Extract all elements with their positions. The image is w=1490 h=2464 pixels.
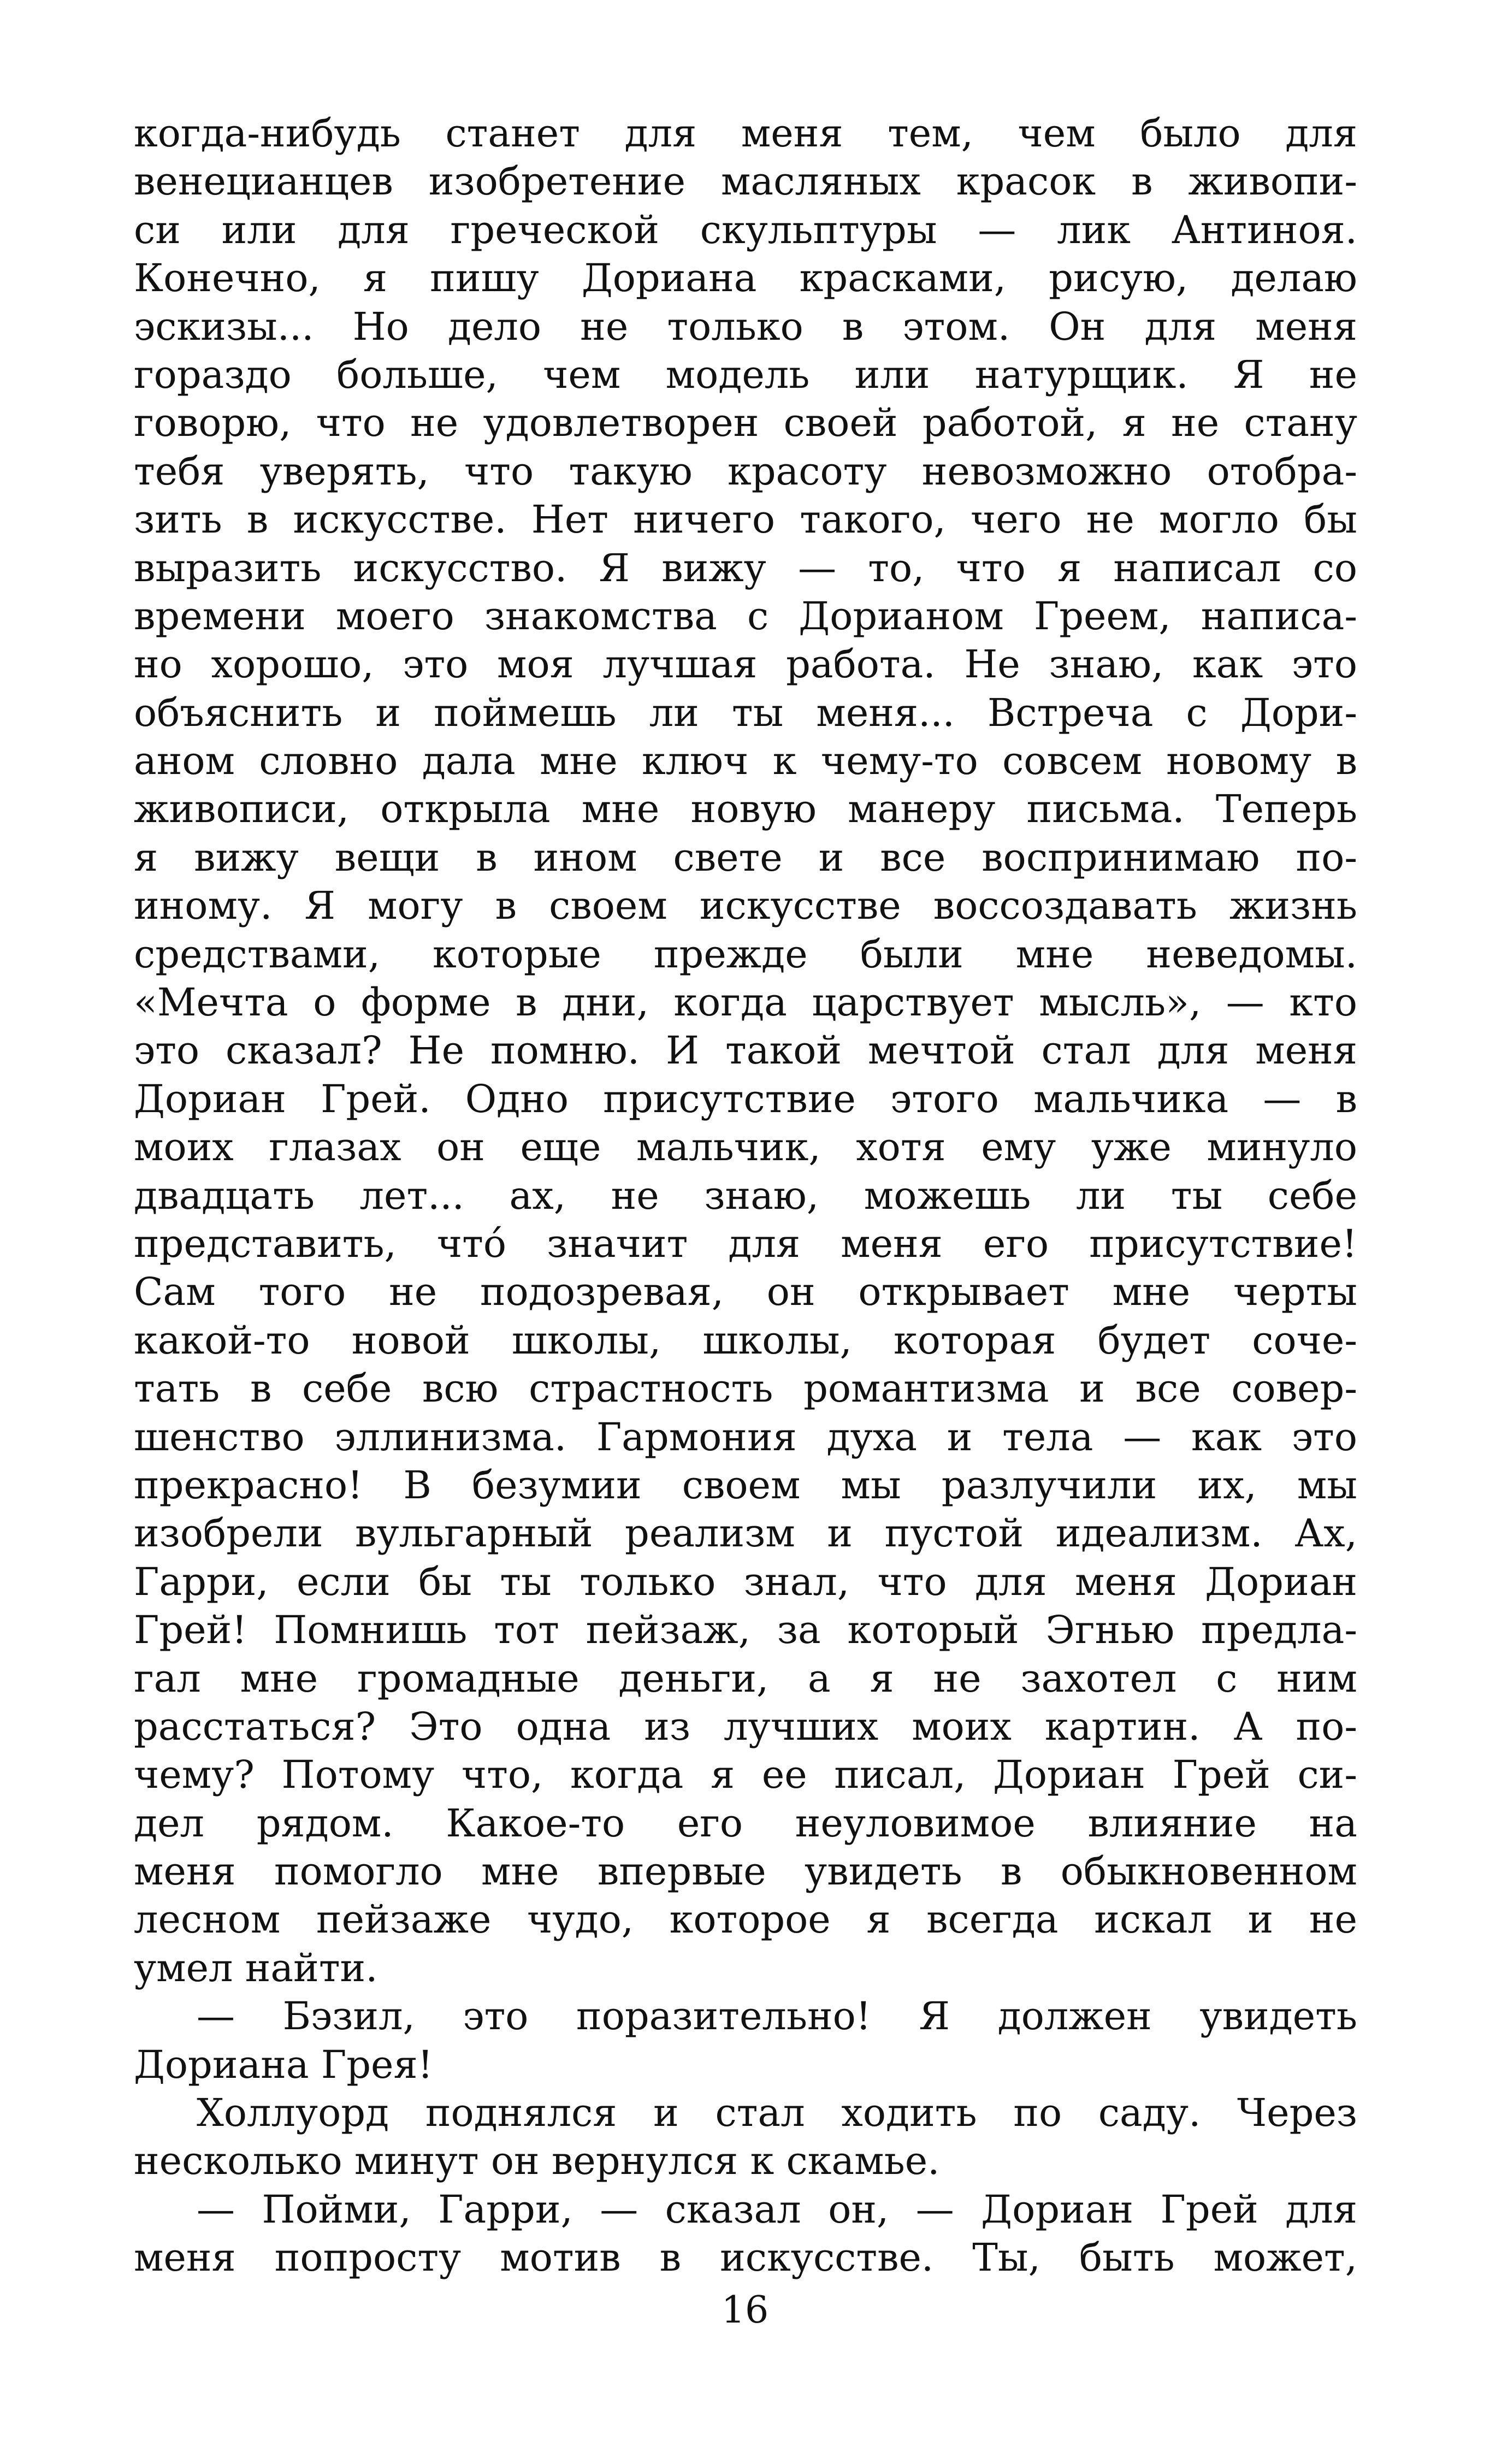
text-line: моих глазах он еще мальчик, хотя ему уже минуло xyxy=(134,1125,1357,1170)
text-line: это сказал? Не помню. И такой мечтой стал для меня xyxy=(134,1028,1357,1073)
text-line: изобрели вульгарный реализм и пустой идеализм. Ах, xyxy=(134,1511,1357,1556)
text-line: — Пойми, Гарри, — сказал он, — Дориан Грей для xyxy=(197,2187,1357,2232)
text-line: иному. Я могу в своем искусстве воссоздавать жизнь xyxy=(134,883,1357,929)
text-line: аном словно дала мне ключ к чему-то совсем новому в xyxy=(134,738,1357,784)
text-line: — Бэзил, это поразительно! Я должен увидеть xyxy=(197,1994,1357,2039)
text-line: шенство эллинизма. Гармония духа и тела — как это xyxy=(134,1414,1357,1460)
text-line: времени моего знакомства с Дорианом Греем, написа- xyxy=(134,593,1357,639)
text-line: несколько минут он вернулся к скамье. xyxy=(134,2138,940,2184)
body-text xyxy=(134,109,1357,2282)
text-line: Дориана Грея! xyxy=(134,2042,433,2087)
text-line: Грей! Помнишь тот пейзаж, за который Эгнью предла- xyxy=(134,1608,1357,1653)
text-line: прекрасно! В безумии своем мы разлучили их, мы xyxy=(134,1462,1357,1508)
text-line: умел найти. xyxy=(134,1945,378,1990)
text-line: чему? Потому что, когда я ее писал, Дориан Грей си- xyxy=(134,1752,1357,1798)
text-line: си или для греческой скульптуры — лик Антиноя. xyxy=(134,207,1357,252)
text-line: Сам того не подозревая, он открывает мне черты xyxy=(134,1269,1357,1315)
text-line: зить в искусстве. Нет ничего такого, чего не могло бы xyxy=(134,497,1357,542)
text-line: гораздо больше, чем модель или натурщик. Я не xyxy=(134,352,1357,397)
text-line: дел рядом. Какое-то его неуловимое влияние на xyxy=(134,1800,1357,1846)
text-line: двадцать лет... ах, не знаю, можешь ли ты себе xyxy=(134,1173,1357,1218)
text-line: тать в себе всю страстность романтизма и все совер- xyxy=(134,1366,1357,1411)
text-line: средствами, которые прежде были мне неведомы. xyxy=(134,931,1357,977)
text-line: лесном пейзаже чудо, которое я всегда искал и не xyxy=(134,1897,1357,1942)
text-line: живописи, открыла мне новую манеру письма. Теперь xyxy=(134,787,1357,832)
text-line: эскизы... Но дело не только в этом. Он для меня xyxy=(134,304,1357,349)
text-line: но хорошо, это моя лучшая работа. Не знаю, как это xyxy=(134,642,1357,687)
text-line: Конечно, я пишу Дориана красками, рисую, делаю xyxy=(134,256,1357,301)
text-line: «Мечта о форме в дни, когда царствует мысль», — кто xyxy=(134,980,1357,1025)
text-line: расстаться? Это одна из лучших моих картин. А по- xyxy=(134,1704,1357,1749)
text-line: когда-нибудь станет для меня тем, чем было для xyxy=(134,111,1357,156)
text-line: какой-то новой школы, школы, которая будет соче- xyxy=(134,1317,1357,1363)
text-line: говорю, что не удовлетворен своей работой, я не стану xyxy=(134,400,1357,446)
text-line: выразить искусство. Я вижу — то, что я написал со xyxy=(134,545,1357,590)
text-line: гал мне громадные деньги, а я не захотел с ним xyxy=(134,1656,1357,1701)
text-line: Гарри, если бы ты только знал, что для меня Дориан xyxy=(134,1559,1357,1604)
text-line: объяснить и поймешь ли ты меня... Встреча с Дори- xyxy=(134,690,1357,735)
text-line: представить, чтó значит для меня его присутствие! xyxy=(134,1221,1357,1266)
text-line: я вижу вещи в ином свете и все воспринимаю по- xyxy=(134,835,1357,880)
text-line: Холлуорд поднялся и стал ходить по саду. Через xyxy=(197,2090,1357,2136)
text-line: тебя уверять, что такую красоту невозможно отобра- xyxy=(134,448,1357,494)
text-line: меня попросту мотив в искусстве. Ты, быть может, xyxy=(134,2235,1357,2280)
text-line: меня помогло мне впервые увидеть в обыкновенном xyxy=(134,1849,1357,1894)
text-line: венецианцев изобретение масляных красок в живопи- xyxy=(134,159,1357,204)
page-number: 16 xyxy=(721,2289,769,2332)
text-line: Дориан Грей. Одно присутствие этого мальчика — в xyxy=(134,1076,1357,1121)
